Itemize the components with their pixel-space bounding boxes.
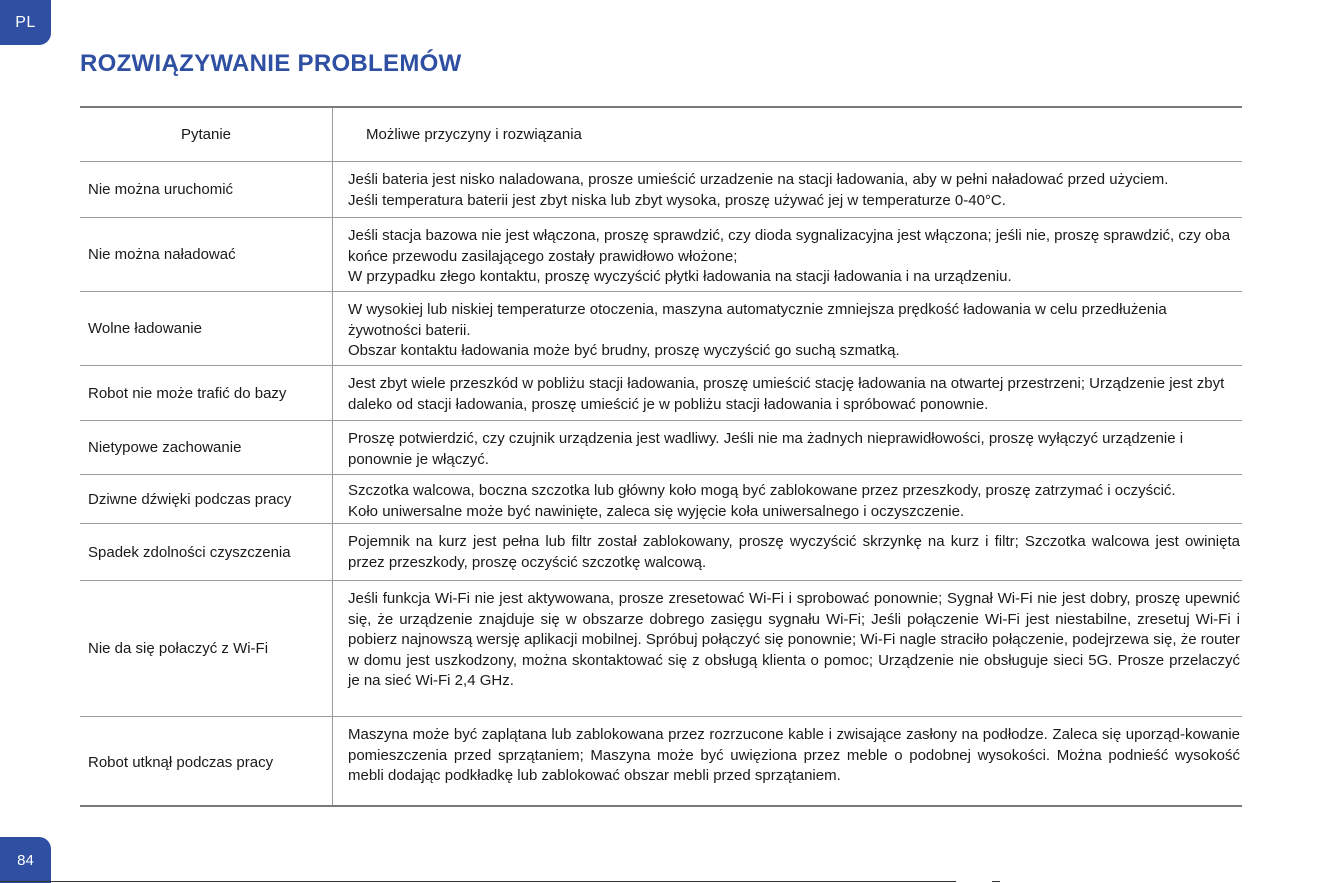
table-row [80, 162, 1242, 218]
table-row [80, 421, 1242, 475]
page-title: ROZWIĄZYWANIE PROBLEMÓW [80, 50, 462, 77]
answer-line: W przypadku złego kontaktu, proszę wyczyścić płytki ładowania na stacji ładowania i na urządzeniu. [348, 268, 1012, 285]
table-row [80, 717, 1242, 807]
table-row [80, 475, 1242, 524]
table-row [80, 524, 1242, 581]
row-answer [348, 226, 1240, 288]
row-answer [348, 532, 1240, 573]
row-question: Robot nie może trafić do bazy [88, 384, 287, 402]
table-row [80, 292, 1242, 366]
row-answer [348, 429, 1240, 470]
answer-line: Obszar kontaktu ładowania może być brudny, proszę wyczyścić go suchą szmatką. [348, 342, 900, 359]
answer-line: Maszyna może być zaplątana lub zablokowana przez rozrzucone kable i zwisające zasłony na podłodze. Zaleca się uporząd-kowanie pomieszczenia przed sprzątaniem; Maszyna może być uwięziona przez meble o podobnej wysokości. Można podnieść wysokość mebli dodając podkładkę lub zablokować obszar mebli przed sprzątaniem. [348, 726, 1240, 784]
answer-line: Jeśli temperatura baterii jest zbyt niska lub zbyt wysoka, proszę używać jej w temperaturze 0-40°C. [348, 191, 1006, 209]
row-question: Dziwne dźwięki podczas pracy [88, 490, 292, 508]
row-answer [348, 300, 1240, 362]
row-question: Nie da się połaczyć z Wi-Fi [88, 640, 269, 657]
table-row [80, 366, 1242, 421]
answer-line: Jest zbyt wiele przeszkód w pobliżu stacji ładowania, proszę umieścić stację ładowania na otwartej przestrzeni; Urządzenie jest zbyt daleko od stacji ładowania, proszę umieścić je w pobliżu stacji ładowania i spróbować ponownie. [348, 375, 1225, 413]
table-row [80, 581, 1242, 717]
answer-line: Szczotka walcowa, boczna szczotka lub główny koło mogą być zablokowane przez przeszkody, proszę zatrzymać i oczyścić. [348, 482, 1176, 499]
row-question: Wolne ładowanie [88, 320, 202, 337]
row-answer [348, 374, 1240, 415]
table-header-row [80, 108, 1242, 162]
page-number: 84 [0, 837, 51, 883]
answer-line: Jeśli stacja bazowa nie jest włączona, proszę sprawdzić, czy dioda sygnalizacyjna jest włączona; jeśli nie, proszę sprawdzić, czy oba końce przewodu zasilającego zostały prawidłowo włożone; [348, 227, 1231, 265]
table-row [80, 218, 1242, 292]
row-answer [348, 170, 1240, 211]
answer-line: Jeśli bateria jest nisko naladowana, prosze umieścić urzadzenie na stacji ładowania, aby w pełni naładować przed użyciem. [348, 171, 1169, 188]
row-question: Nietypowe zachowanie [88, 439, 242, 456]
row-question: Spadek zdolności czyszczenia [88, 543, 291, 561]
footer-rule [0, 881, 956, 882]
header-answer: Możliwe przyczyny i rozwiązania [366, 126, 582, 143]
row-question: Nie można naładować [88, 246, 236, 263]
row-question: Robot utknął podczas pracy [88, 753, 274, 771]
row-answer [348, 589, 1240, 692]
header-question: Pytanie [180, 126, 232, 143]
row-answer [348, 481, 1240, 522]
troubleshooting-table [80, 106, 1242, 807]
answer-line: Pojemnik na kurz jest pełna lub filtr został zablokowany, proszę wyczyścić skrzynkę na kurz i filtr; Szczotka walcowa jest owinięta przez przeszkody, proszę oczyścić szczotkę walcową. [348, 533, 1240, 571]
answer-line: Jeśli funkcja Wi-Fi nie jest aktywowana, prosze zresetować Wi-Fi i sprobować ponownie; Sygnał Wi-Fi nie jest dobry, proszę upewnić się, że urządzenie znajduje się w obszarze dobrego zasięgu sygnału Wi-Fi; Jeśli połączenie Wi-Fi jest niestabilne, zresetuj Wi-Fi i pobierz najnowszą wersję aplikacji mobilnej. Spróbuj połączyć się ponownie; Wi-Fi nagle straciło połączenie, podejrzewa się, że router w domu jest uszkodzony, można skontaktować się z obsługą klienta o pomoc; Urządzenie nie obsługuje sieci 5G. Prosze przelaczyć je na sieć Wi-Fi 2,4 GHz. [348, 590, 1240, 689]
answer-line: Proszę potwierdzić, czy czujnik urządzenia jest wadliwy. Jeśli nie ma żadnych nieprawidłowości, proszę wyłączyć urządzenie i ponownie je włączyć. [348, 430, 1184, 468]
footer-mark [992, 881, 1000, 882]
answer-line: Koło uniwersalne może być nawinięte, zaleca się wyjęcie koła uniwersalnego i oczyszczenie. [348, 502, 965, 520]
row-answer [348, 725, 1240, 787]
row-question: Nie można uruchomić [88, 181, 234, 198]
answer-line: W wysokiej lub niskiej temperaturze otoczenia, maszyna automatycznie zmniejsza prędkość ładowania w celu przedłużenia żywotności baterii. [348, 301, 1167, 339]
language-tab: PL [0, 0, 51, 45]
